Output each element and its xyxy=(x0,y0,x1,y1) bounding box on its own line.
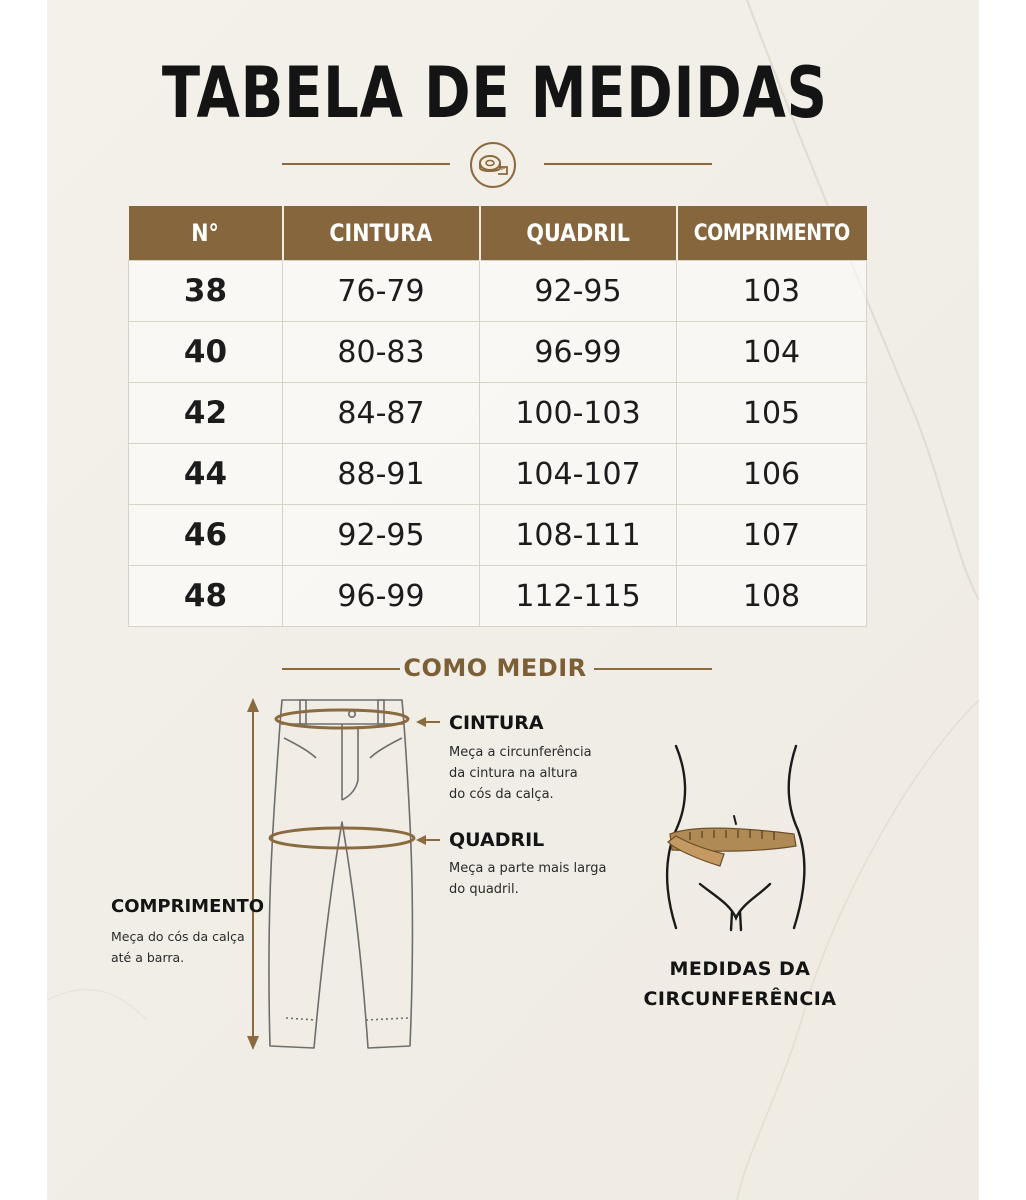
waist-cell: 76-79 xyxy=(283,261,480,322)
hip-cell: 112-115 xyxy=(480,566,677,627)
waist-cell: 96-99 xyxy=(283,566,480,627)
header-length: COMPRIMENTO xyxy=(677,206,867,261)
hip-pointer-icon xyxy=(416,835,440,845)
circumference-caption-line: CIRCUNFERÊNCIA xyxy=(643,988,837,1010)
page-title: TABELA DE MEDIDAS xyxy=(161,52,828,134)
waist-cell: 92-95 xyxy=(283,505,480,566)
length-label: COMPRIMENTO xyxy=(111,896,265,917)
length-cell: 106 xyxy=(677,444,867,505)
circumference-caption-line: MEDIDAS DA xyxy=(669,958,811,980)
length-description-line: até a barra. xyxy=(111,950,185,965)
waist-cell: 80-83 xyxy=(283,322,480,383)
waist-description-line: do cós da calça. xyxy=(449,787,554,802)
hip-cell: 96-99 xyxy=(480,322,677,383)
size-cell: 46 xyxy=(129,505,283,566)
how-to-measure-heading: COMO MEDIR xyxy=(403,654,587,682)
header-waist: CINTURA xyxy=(283,206,480,261)
circumference-caption xyxy=(600,954,880,1014)
waist-description xyxy=(449,742,592,805)
length-arrow-icon xyxy=(247,698,259,1050)
length-cell: 107 xyxy=(677,505,867,566)
header-size: N° xyxy=(129,206,283,261)
size-cell: 40 xyxy=(129,322,283,383)
length-cell: 103 xyxy=(677,261,867,322)
hip-cell: 92-95 xyxy=(480,261,677,322)
hip-description xyxy=(449,858,606,900)
length-description xyxy=(111,926,245,968)
pants-illustration xyxy=(269,700,413,1048)
hip-cell: 100-103 xyxy=(480,383,677,444)
size-cell: 44 xyxy=(129,444,283,505)
size-cell: 38 xyxy=(129,261,283,322)
hip-description-line: Meça a parte mais larga xyxy=(449,861,607,876)
waist-cell: 84-87 xyxy=(283,383,480,444)
size-cell: 42 xyxy=(129,383,283,444)
torso-tape-icon xyxy=(668,828,796,866)
waist-description-line: Meça a circunferência xyxy=(449,745,592,760)
waist-description-line: da cintura na altura xyxy=(449,766,578,781)
waist-cell: 88-91 xyxy=(283,444,480,505)
waist-pointer-icon xyxy=(416,717,440,727)
size-cell: 48 xyxy=(129,566,283,627)
length-cell: 105 xyxy=(677,383,867,444)
length-description-line: Meça do cós da calça xyxy=(111,929,245,944)
waist-label: CINTURA xyxy=(449,712,544,734)
hip-label: QUADRIL xyxy=(449,829,545,851)
hip-cell: 108-111 xyxy=(480,505,677,566)
length-cell: 108 xyxy=(677,566,867,627)
length-cell: 104 xyxy=(677,322,867,383)
header-hip: QUADRIL xyxy=(480,206,677,261)
hip-cell: 104-107 xyxy=(480,444,677,505)
hip-description-line: do quadril. xyxy=(449,882,519,897)
